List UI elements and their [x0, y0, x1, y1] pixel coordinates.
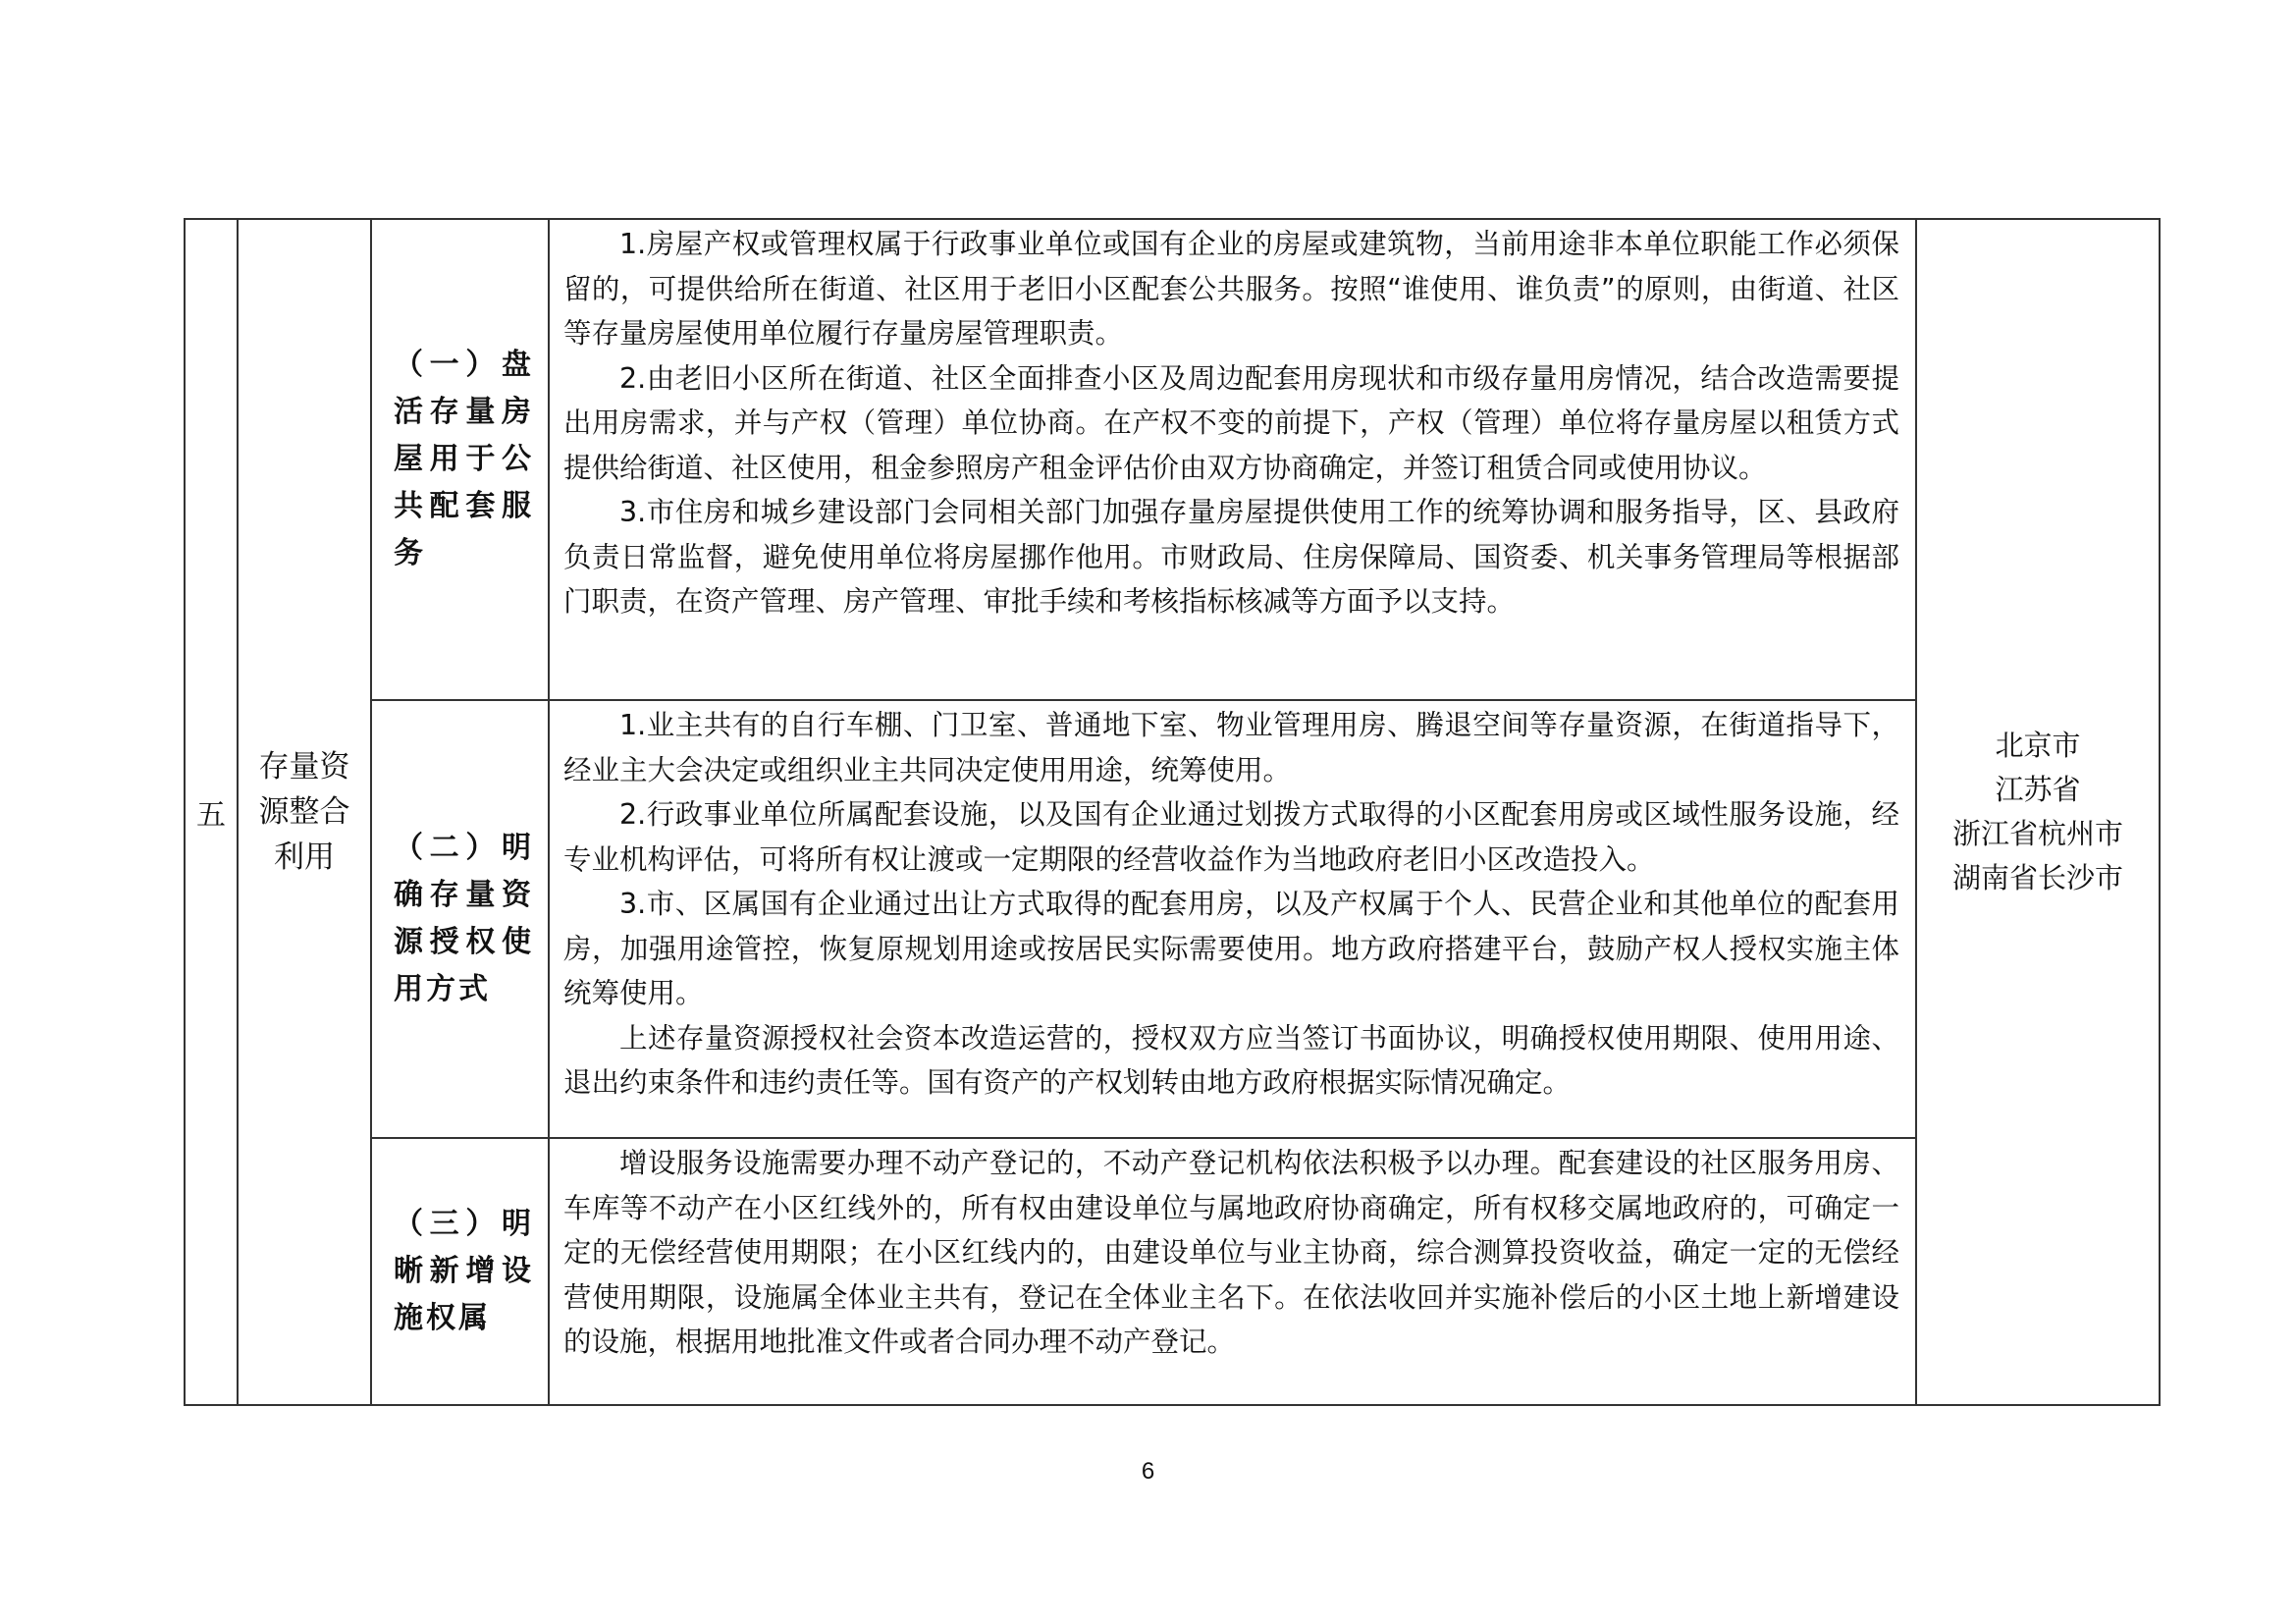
- pilot-regions: [1916, 219, 2160, 1405]
- region-item: 浙江省杭州市: [1951, 817, 2123, 850]
- item-number: 五: [185, 219, 238, 1405]
- row-title: （三）明晰新增设施权属: [371, 1138, 549, 1405]
- content-paragraph: 2.由老旧小区所在街道、社区全面排查小区及周边配套用房现状和市级存量用房情况，结合改造需要提出用房需求，并与产权（管理）单位协商。在产权不变的前提下，产权（管理）单位将存量房屋以租赁方式提供给街道、社区使用，租金参照房产租金评估价由双方协商确定，并签订租赁合同或使用协议。: [563, 361, 1899, 484]
- content-paragraph: 1.房屋产权或管理权属于行政事业单位或国有企业的房屋或建筑物，当前用途非本单位职能工作必须保留的，可提供给所在街道、社区用于老旧小区配套公共服务。按照“谁使用、谁负责”的原则，由街道、社区等存量房屋使用单位履行存量房屋管理职责。: [563, 228, 1899, 350]
- content-paragraph: 上述存量资源授权社会资本改造运营的，授权双方应当签订书面协议，明确授权使用期限、使用用途、退出约束条件和违约责任等。国有资产的产权划转由地方政府根据实际情况确定。: [563, 1021, 1899, 1099]
- content-paragraph: 1.业主共有的自行车棚、门卫室、普通地下室、物业管理用房、腾退空间等存量资源，在街道指导下，经业主大会决定或组织业主共同决定使用用途，统筹使用。: [563, 709, 1899, 786]
- row-title: （二）明确存量资源授权使用方式: [371, 700, 549, 1138]
- page-number: 6: [1141, 1458, 1155, 1485]
- table-row: [185, 219, 2160, 700]
- row-title: （一）盘活存量房屋用于公共配套服务: [371, 219, 549, 700]
- table-row: [185, 700, 2160, 1138]
- item-category: 存量资源整合利用: [238, 219, 371, 1405]
- region-item: 江苏省: [1995, 773, 2081, 806]
- table-row: [185, 1138, 2160, 1405]
- policy-table: [184, 218, 2161, 1406]
- region-item: 湖南省长沙市: [1951, 861, 2123, 894]
- row-content: [549, 1138, 1916, 1405]
- content-paragraph: 3.市、区属国有企业通过出让方式取得的配套用房，以及产权属于个人、民营企业和其他单位的配套用房，加强用途管控，恢复原规划用途或按居民实际需要使用。地方政府搭建平台，鼓励产权人授权实施主体统筹使用。: [563, 888, 1899, 1009]
- region-item: 北京市: [1995, 729, 2081, 762]
- content-paragraph: 增设服务设施需要办理不动产登记的，不动产登记机构依法积极予以办理。配套建设的社区服务用房、车库等不动产在小区红线外的，所有权由建设单位与属地政府协商确定，所有权移交属地政府的，可确定一定的无偿经营使用期限；在小区红线内的，由建设单位与业主协商，综合测算投资收益，确定一定的无偿经营使用期限，设施属全体业主共有，登记在全体业主名下。在依法收回并实施补偿后的小区土地上新增建设的设施，根据用地批准文件或者合同办理不动产登记。: [563, 1147, 1899, 1358]
- row-content: [549, 219, 1916, 700]
- row-content: [549, 700, 1916, 1138]
- content-paragraph: 3.市住房和城乡建设部门会同相关部门加强存量房屋提供使用工作的统筹协调和服务指导，区、县政府负责日常监督，避免使用单位将房屋挪作他用。市财政局、住房保障局、国资委、机关事务管理局等根据部门职责，在资产管理、房产管理、审批手续和考核指标核减等方面予以支持。: [563, 496, 1899, 618]
- content-paragraph: 2.行政事业单位所属配套设施，以及国有企业通过划拨方式取得的小区配套用房或区域性服务设施，经专业机构评估，可将所有权让渡或一定期限的经营收益作为当地政府老旧小区改造投入。: [563, 798, 1899, 876]
